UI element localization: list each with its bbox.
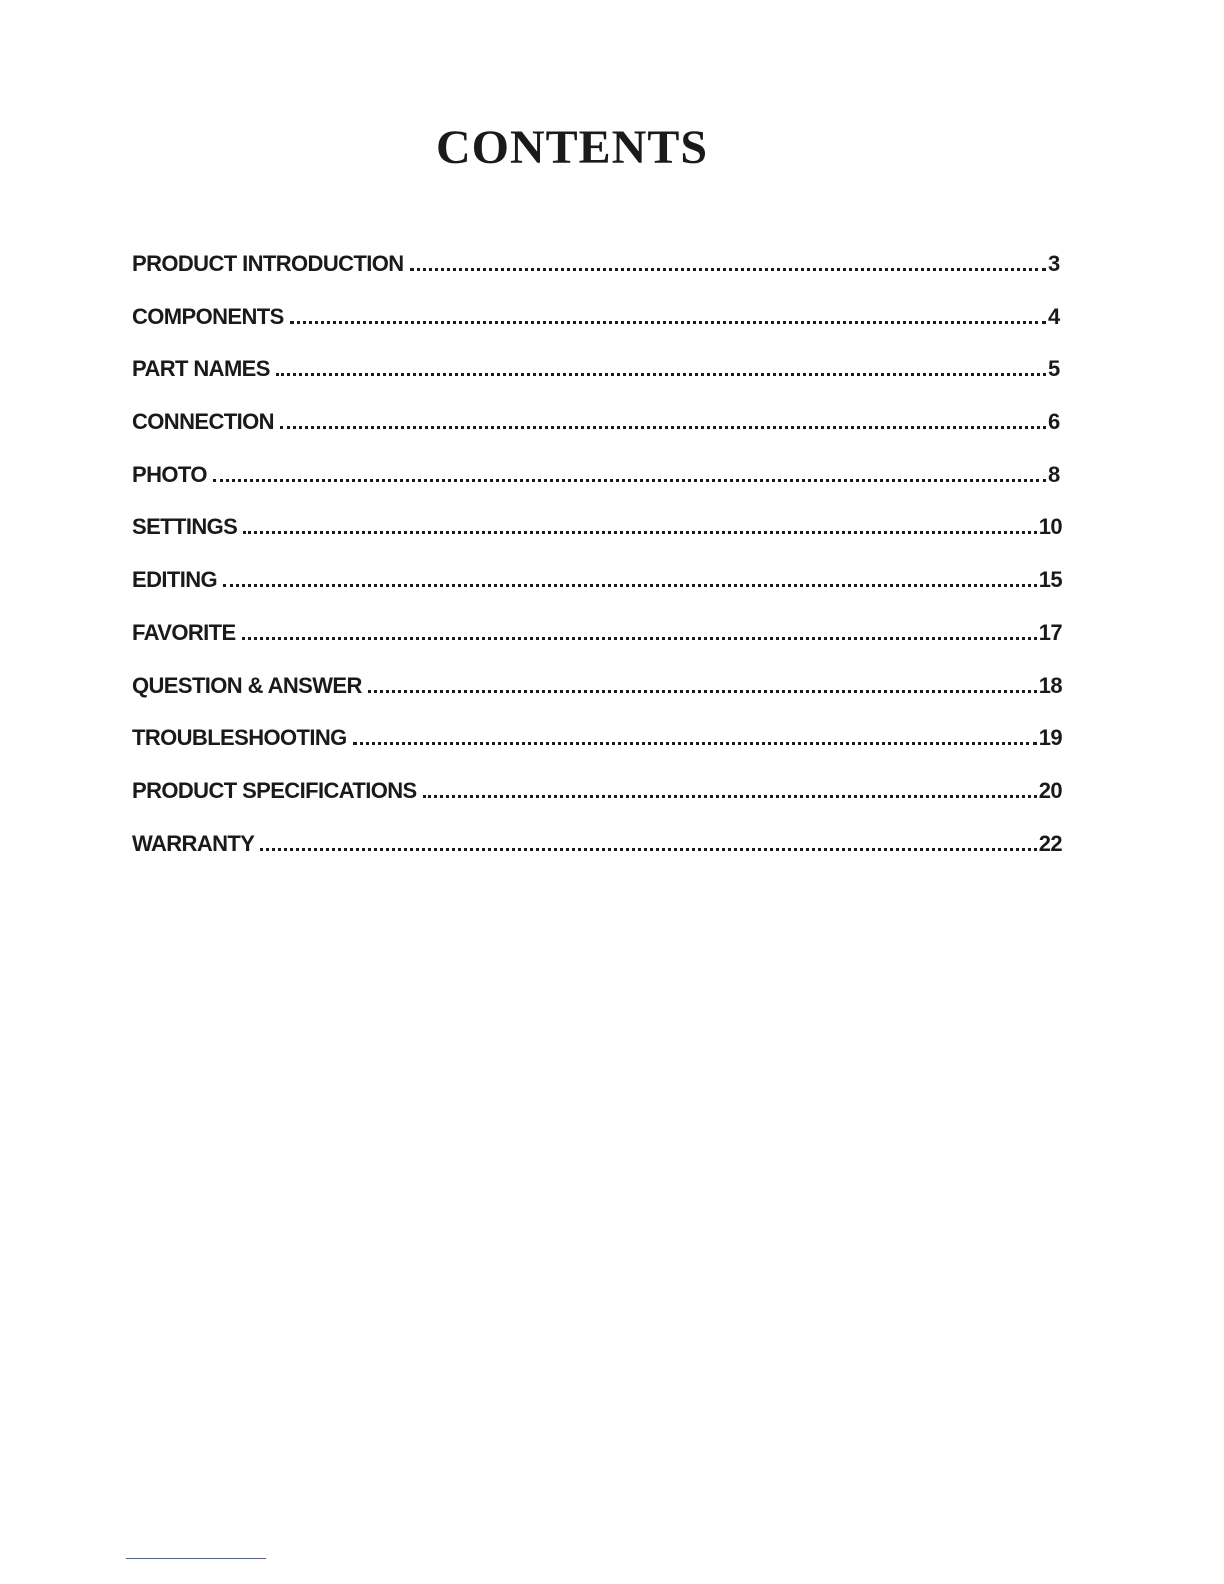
toc-entry-page-number: 20 bbox=[1038, 777, 1062, 803]
toc-entry-label: CONNECTION bbox=[132, 409, 274, 435]
toc-entry-photo[interactable] bbox=[132, 459, 1062, 512]
toc-entry-product-introduction[interactable] bbox=[132, 248, 1062, 301]
toc-entry-settings[interactable] bbox=[132, 511, 1062, 564]
toc-entry-page-number: 17 bbox=[1038, 619, 1062, 645]
toc-dot-leader bbox=[423, 775, 1037, 798]
toc-dot-leader bbox=[353, 722, 1037, 745]
toc-dot-leader bbox=[280, 406, 1046, 429]
toc-entry-page-number: 3 bbox=[1048, 251, 1060, 276]
toc-entry-label: EDITING bbox=[132, 567, 218, 593]
table-of-contents bbox=[132, 248, 1062, 880]
toc-entry-page-number: 15 bbox=[1038, 567, 1062, 593]
toc-entry-label: COMPONENTS bbox=[132, 303, 284, 329]
toc-entry-label: SETTINGS bbox=[132, 514, 238, 540]
toc-entry-label: QUESTION & ANSWER bbox=[132, 672, 362, 698]
toc-entry-page-number: 10 bbox=[1038, 514, 1062, 540]
toc-entry-warranty[interactable] bbox=[132, 828, 1062, 881]
toc-entry-page-number: 4 bbox=[1048, 303, 1060, 329]
toc-entry-label: PART NAMES bbox=[132, 356, 270, 382]
toc-entry-label: TROUBLESHOOTING bbox=[132, 725, 347, 751]
toc-dot-leader bbox=[242, 617, 1037, 640]
toc-dot-leader bbox=[243, 511, 1037, 534]
toc-entry-page-number: 5 bbox=[1048, 356, 1060, 382]
toc-entry-label: PHOTO bbox=[132, 461, 207, 487]
toc-entry-part-names[interactable] bbox=[132, 353, 1062, 406]
toc-dot-leader bbox=[276, 353, 1046, 376]
toc-entry-page-number: 8 bbox=[1048, 461, 1060, 487]
toc-entry-components[interactable] bbox=[132, 301, 1062, 354]
toc-entry-connection[interactable] bbox=[132, 406, 1062, 459]
toc-entry-page-number: 6 bbox=[1048, 409, 1060, 435]
toc-dot-leader bbox=[213, 459, 1046, 482]
toc-entry-page-number: 19 bbox=[1038, 725, 1062, 751]
toc-entry-label: FAVORITE bbox=[132, 619, 236, 645]
toc-dot-leader bbox=[290, 301, 1046, 324]
footer-divider bbox=[126, 1558, 266, 1559]
toc-entry-troubleshooting[interactable] bbox=[132, 722, 1062, 775]
toc-entry-label: PRODUCT SPECIFICATIONS bbox=[132, 777, 417, 803]
toc-entry-product-specifications[interactable] bbox=[132, 775, 1062, 828]
toc-dot-leader bbox=[223, 564, 1037, 587]
toc-entry-editing[interactable] bbox=[132, 564, 1062, 617]
toc-entry-question-answer[interactable] bbox=[132, 670, 1062, 723]
toc-entry-page-number: 18 bbox=[1038, 672, 1062, 698]
toc-dot-leader bbox=[368, 670, 1037, 693]
toc-dot-leader bbox=[410, 248, 1046, 271]
toc-entry-favorite[interactable] bbox=[132, 617, 1062, 670]
toc-entry-label: PRODUCT INTRODUCTION bbox=[132, 251, 404, 276]
toc-dot-leader bbox=[260, 828, 1036, 851]
toc-entry-page-number: 22 bbox=[1038, 830, 1062, 856]
toc-entry-label: WARRANTY bbox=[132, 830, 255, 856]
page-title: CONTENTS bbox=[435, 121, 709, 174]
